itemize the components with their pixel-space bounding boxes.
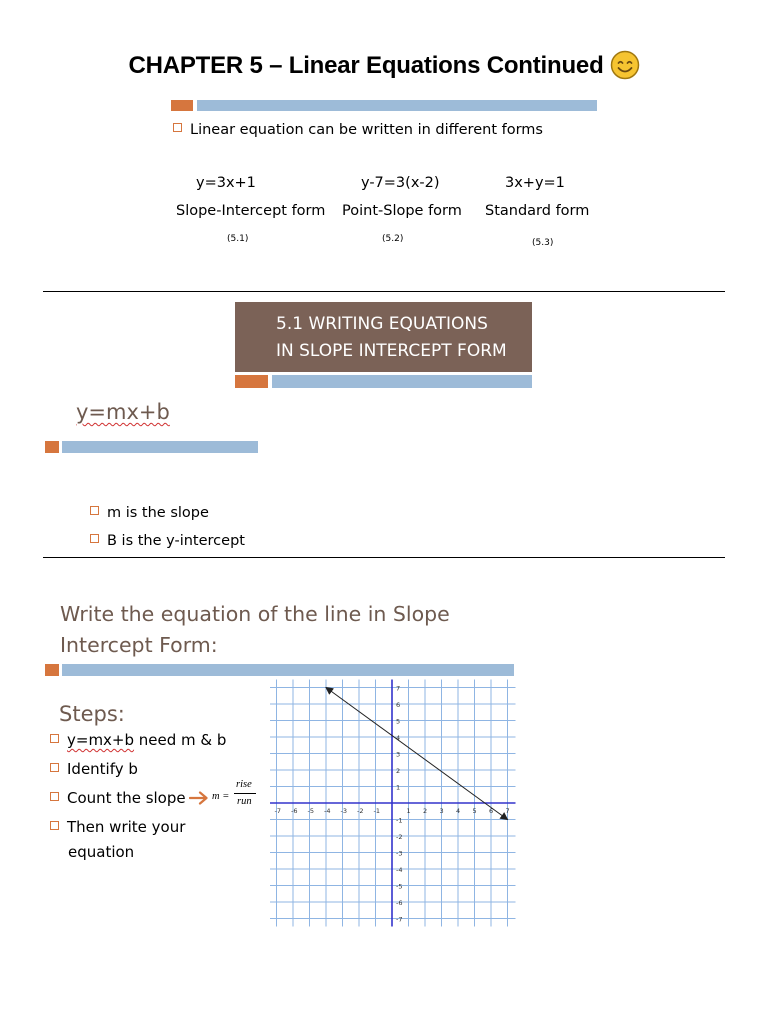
step-item: Then write your	[50, 818, 185, 836]
y-tick-label: 6	[396, 701, 401, 709]
square-bullet-icon	[173, 123, 182, 132]
accent-bar-orange	[171, 100, 193, 111]
form-name: Standard form	[485, 203, 590, 219]
divider	[43, 557, 725, 558]
x-tick-label: -4	[324, 807, 331, 815]
form-ref: (5.3)	[532, 238, 554, 248]
step-continuation: equation	[68, 843, 135, 861]
y-tick-label: 5	[396, 717, 401, 726]
divider	[43, 291, 725, 292]
fraction-bar	[234, 793, 256, 794]
y-tick-label: 7	[396, 684, 401, 693]
slope-formula-numerator: rise	[236, 779, 252, 790]
intro-text: Linear equation can be written in different forms	[190, 122, 543, 138]
x-tick-label: 2	[423, 807, 428, 815]
form-name: Slope-Intercept form	[176, 203, 326, 219]
accent-bar-blue	[62, 441, 258, 453]
step-item: Identify b	[50, 760, 138, 778]
square-bullet-icon	[90, 506, 99, 515]
accent-bar-orange	[235, 375, 268, 388]
section-heading-box	[235, 302, 532, 372]
y-tick-label: -2	[396, 833, 403, 841]
square-bullet-icon	[90, 534, 99, 543]
title-text: CHAPTER 5 – Linear Equations Continued	[128, 52, 604, 79]
axes	[270, 680, 516, 927]
step-item: y=mx+b need m & b	[50, 731, 226, 749]
intro-bullet	[173, 122, 543, 138]
x-tick-label: -1	[373, 807, 380, 815]
step-item: Count the slope	[50, 789, 186, 807]
arrow-right-icon	[189, 790, 209, 806]
x-tick-label: -6	[291, 807, 298, 815]
y-tick-label: 2	[396, 767, 401, 775]
y-tick-label: 3	[396, 750, 401, 759]
y-tick-label: -7	[396, 915, 403, 924]
square-bullet-icon	[50, 792, 59, 801]
section-heading-line1: 5.1 WRITING EQUATIONS	[276, 314, 488, 334]
form-ref: (5.2)	[382, 234, 404, 244]
x-tick-label: 3	[439, 807, 444, 815]
y-tick-label: 4	[396, 734, 401, 742]
example-heading-line1: Write the equation of the line in Slope	[60, 602, 450, 626]
page-title	[0, 50, 768, 80]
example-heading	[60, 599, 450, 661]
x-tick-label: -2	[357, 807, 364, 815]
square-bullet-icon	[50, 734, 59, 743]
x-tick-label: 7	[505, 807, 510, 815]
x-tick-label: -3	[340, 807, 347, 815]
accent-bar-blue	[62, 664, 514, 676]
form-name: Point-Slope form	[342, 203, 462, 219]
form-equation: 3x+y=1	[505, 175, 565, 191]
steps-title: Steps:	[59, 702, 125, 726]
x-tick-label: 6	[489, 807, 494, 815]
square-bullet-icon	[50, 763, 59, 772]
accent-bar-orange	[45, 664, 59, 676]
y-tick-label: -6	[396, 899, 403, 907]
definition-bullet: B is the y-intercept	[90, 533, 245, 549]
x-tick-label: 1	[406, 807, 411, 815]
example-heading-line2: Intercept Form:	[60, 633, 218, 657]
accent-bar-blue	[272, 375, 532, 388]
smiley-face-icon	[610, 50, 640, 80]
accent-bar-blue	[197, 100, 597, 111]
y-tick-label: -4	[396, 866, 403, 874]
slope-intercept-formula: y=mx+b	[76, 400, 170, 424]
form-equation: y-7=3(x-2)	[361, 175, 440, 191]
slope-formula-denominator: run	[237, 796, 252, 807]
x-tick-label: 5	[472, 807, 477, 815]
x-tick-label: 4	[456, 807, 461, 815]
square-bullet-icon	[50, 821, 59, 830]
form-ref: (5.1)	[227, 234, 249, 244]
x-tick-label: -7	[274, 807, 281, 815]
y-tick-label: -1	[396, 816, 403, 825]
y-tick-label: 1	[396, 783, 401, 792]
section-heading-line2: IN SLOPE INTERCEPT FORM	[276, 341, 507, 361]
accent-bar-orange	[45, 441, 59, 453]
definition-bullet: m is the slope	[90, 505, 209, 521]
slope-formula-lhs: m =	[212, 791, 230, 802]
form-equation: y=3x+1	[196, 175, 256, 191]
y-tick-label: -5	[396, 882, 403, 891]
coordinate-graph	[270, 678, 518, 928]
y-tick-label: -3	[396, 849, 403, 858]
x-tick-label: -5	[307, 807, 314, 815]
